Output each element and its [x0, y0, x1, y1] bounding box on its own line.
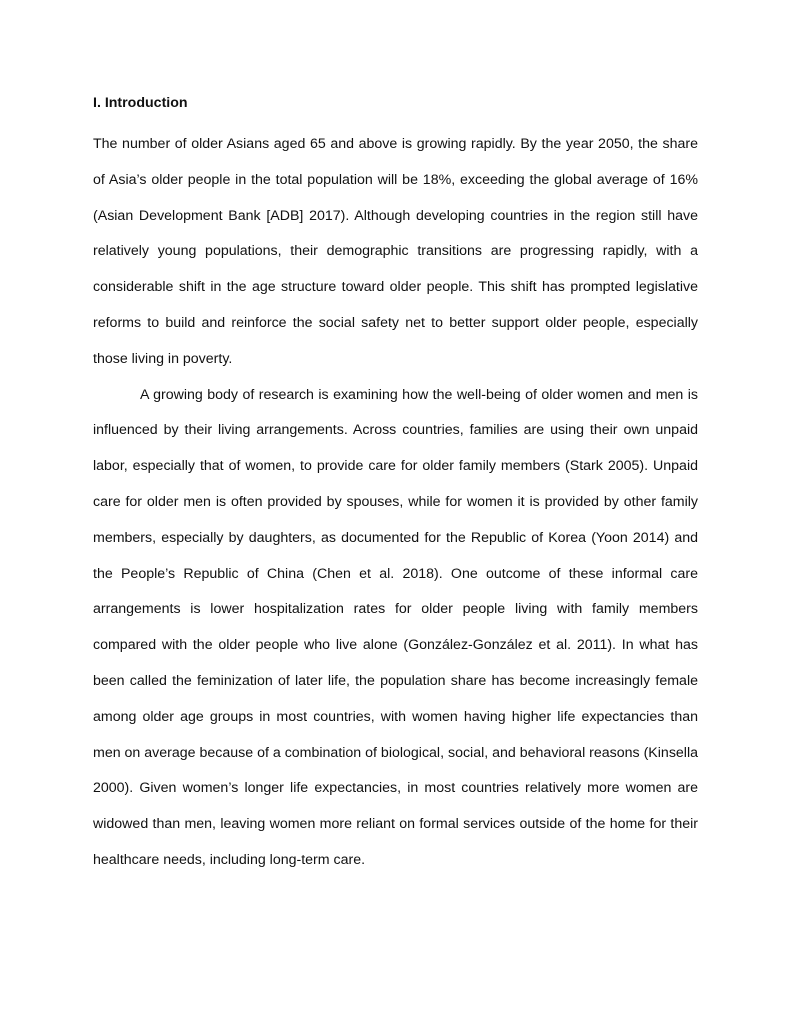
- page-body: [93, 92, 698, 879]
- paragraph-2: A growing body of research is examining how the well-being of older women and men is influenced by their living arrangements. Across countries, families are using their own unpaid labor, especially that of women, to provide care for older family members (Stark 2005). Unpaid care for older men is often provided by spouses, while for women it is provided by other family members, especially by daughters, as documented for the Republic of Korea (Yoon 2014) and the People’s Republic of China (Chen et al. 2018). One outcome of these informal care arrangements is lower hospitalization rates for older people living with family members compared with the older people who live alone (González-González et al. 2011). In what has been called the feminization of later life, the population share has become increasingly female among older age groups in most countries, with women having higher life expectancies than men on average because of a combination of biological, social, and behavioral reasons (Kinsella 2000). Given women’s longer life expectancies, in most countries relatively more women are widowed than men, leaving women more reliant on formal services outside of the home for their healthcare needs, including long-term care.: [93, 386, 698, 868]
- section-heading: I. Introduction: [93, 95, 188, 111]
- paragraph-1: The number of older Asians aged 65 and above is growing rapidly. By the year 2050, the share of Asia’s older people in the total population will be 18%, exceeding the global average of 16% (Asian Development Bank [ADB] 2017). Although developing countries in the region still have relatively young populations, their demographic transitions are progressing rapidly, with a considerable shift in the age structure toward older people. This shift has prompted legislative reforms to build and reinforce the social safety net to better support older people, especially those living in poverty.: [93, 136, 698, 367]
